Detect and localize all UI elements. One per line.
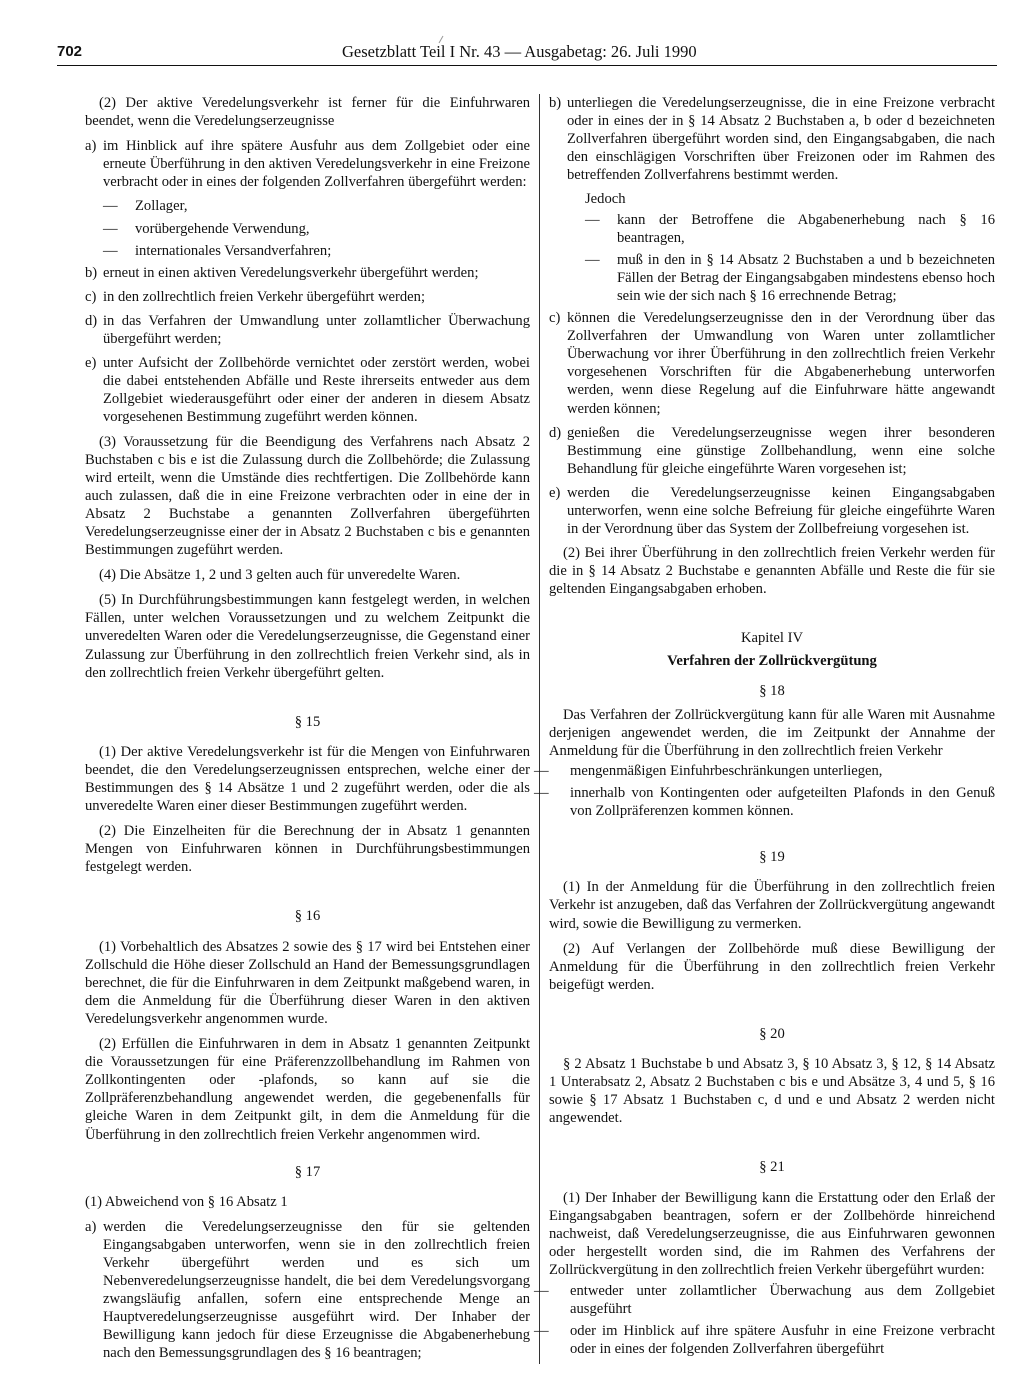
page-header: [57, 33, 997, 63]
item-text: im Hinblick auf ihre spätere Ausfuhr aus dem Zollgebiet oder eine erneute Überführung in den aktiven Veredelungsverkehr in eine Freizone verbracht oder in eines der folgenden Zollverfahren übergeführt werden:: [103, 138, 530, 191]
spacer: [549, 1177, 995, 1189]
dash-item: [534, 762, 995, 780]
list-item-a: [85, 137, 530, 191]
chapter-number: Kapitel IV: [740, 630, 803, 647]
spacer: [85, 926, 530, 938]
dash-text: innerhalb von Kontingenten oder aufgeteilten Plafonds in den Genuß von Zollpräferenzen kommen können.: [570, 785, 995, 820]
item-text: genießen die Veredelungserzeugnisse wegen ihrer besonderen Bestimmung eine günstige Zollbehandlung, wenn eine solche Behandlung für gleiche eingeführte Waren vorgesehen ist;: [567, 424, 995, 477]
list-item-a: [85, 1218, 530, 1363]
section-heading: § 16: [294, 908, 321, 925]
item-text: unter Aufsicht der Zollbehörde vernichtet oder zerstört werden, wobei die dabei entstehenden Abfälle und Reste ihrerseits entweder aus dem Zollgebiet wiederausgeführt oder einer der anderen in diesem Absatz vorgesehenen Bestimmung zugeführt werden können.: [103, 355, 530, 426]
dash-text: Zollager,: [135, 198, 188, 215]
paragraph: (1) In der Anmeldung für die Überführung in den zollrechtlich freien Verkehr ist anzugeben, daß das Verfahren der Zollrückvergütung angewandt wird, sowie die Bewilligung zu vermerken.: [549, 879, 995, 932]
item-label: e): [549, 484, 561, 501]
dash-marker: —: [534, 1282, 549, 1299]
spacer: [85, 1181, 530, 1193]
list-item-d: [549, 424, 995, 478]
dash-text: oder im Hinblick auf ihre spätere Ausfuhr in eine Freizone verbracht oder in eines der folgenden Zollverfahren übergeführt: [570, 1323, 995, 1358]
dash-text: entweder unter zollamtlicher Überwachung aus dem Zollgebiet ausgeführt: [570, 1282, 995, 1318]
item-text: unterliegen die Veredelungserzeugnisse, die in eine Freizone verbracht oder in eines der in § 14 Absatz 2 Buchstaben a, b oder d bezeichneten Zollverfahren übergeführt worden sind, den Eingangsabgaben, die nach den einschlägigen Vorschriften über Freizonen oder im Rahmen des betreffenden Zollverfahrens bestimmt werden.: [567, 95, 995, 184]
dash-marker: —: [534, 785, 549, 802]
item-text: werden die Veredelungserzeugnisse keinen Eingangsabgaben unterworfen, wenn eine solche Befreiung für gleiche eingeführte Waren in der Verordnung über das System der Zollbefreiung vorgesehen ist.: [567, 484, 995, 538]
column-divider: [539, 94, 540, 1364]
item-label: d): [85, 312, 98, 329]
item-label: c): [85, 288, 97, 305]
dash-text: vorübergehende Verwendung,: [135, 220, 310, 237]
dash-item: [534, 784, 995, 820]
paragraph: (3) Voraussetzung für die Beendigung des Verfahrens nach Absatz 2 Buchstaben c bis e ist die Zulassung durch die Zollbehörde; die Zulassung wird erteilt, wenn die Umstände dies rechtfertigen. Die Zollbehörde kann auch zulassen, daß die in eine Freizone verbrachten oder in eine der in Absatz 2 Buchstabe a genannten Zollverfahren übergeführten Veredelungserzeugnisse einer der in Absatz 2 Buchstaben c bis e genannten Bestimmungen zugeführt werden.: [85, 433, 530, 559]
paragraph: (1) Der Inhaber der Bewilligung kann die Erstattung oder den Erlaß der Eingangsabgaben beantragen, sofern er der Zollbehörde hinreichend nachweist, daß Veredelungserzeugnisse, die aus Einfuhrwaren gewonnen oder hergestellt worden sind, die im Rahmen des Verfahrens der Zollrückvergütung in den zollrechtlich freien Verkehr übergeführt wurden:: [549, 1189, 995, 1278]
spacer: [549, 1043, 995, 1055]
paragraph: (2) Der aktive Veredelungsverkehr ist ferner für die Einfuhrwaren beendet, wenn die Veredelungserzeugnisse: [85, 95, 530, 130]
item-text: in das Verfahren der Umwandlung unter zollamtlicher Überwachung übergeführt werden;: [103, 312, 530, 348]
left-column: [85, 94, 530, 1369]
page-number: 702: [57, 43, 83, 60]
spacer: [549, 866, 995, 878]
right-column: [534, 94, 995, 1362]
dash-text: muß in den in § 14 Absatz 2 Buchstaben a und b bezeichneten Fällen der Betrag der Eingangsabgaben mindestens ebenso hoch sein wie der sich nach § 16 errechnende Betrag;: [617, 251, 995, 304]
spacer: [85, 689, 530, 713]
dash-marker: —: [103, 220, 118, 237]
section-heading: § 18: [759, 682, 785, 699]
spacer: [549, 1001, 995, 1025]
spacer: [85, 1151, 530, 1163]
item-label: a): [85, 1218, 97, 1235]
list-item-c: [85, 288, 530, 306]
item-text: können die Veredelungserzeugnisse den in der Verordnung über das Zollverfahren der Umwandlung von Waren unter zollamtlicher Überwachung vor ihrer Überführung in den zollrechtlich freien Verkehr vorgesehenen Vorschriften für die Abgabenerhebung unterworfen werden, wenn diese Regelung auf die Einfuhrware hätte angewandt werden können;: [567, 310, 995, 417]
paragraph: (2) Erfüllen die Einfuhrwaren in dem in Absatz 1 genannten Zeitpunkt die Voraussetzungen für eine Präferenzzollbehandlung im Rahmen von Zollkontingenten oder -plafonds, so kann auf sie die Zollpräferenzbehandlung angewendet werden, die gegebenenfalls für gleiche Waren in dem Zeitpunkt gilt, in dem die Anmeldung für die Überführung in den zollrechtlich freien Verkehr angenommen wird.: [85, 1036, 530, 1143]
header-rule: [57, 65, 997, 66]
paragraph: (1) Der aktive Veredelungsverkehr ist für die Mengen von Einfuhrwaren beendet, die den Veredelungserzeugnissen entsprechen, welche einer der Bestimmungen des § 14 Absätze 1 und 2 zugeführt werden, oder die als unveredelte Waren einer dieser Bestimmungen zugeführt werden.: [85, 743, 530, 815]
dash-item: [585, 211, 995, 247]
paragraph: (2) Auf Verlangen der Zollbehörde muß diese Bewilligung der Anmeldung für die Überführung in den zollrechtlich freien Verkehr beigefügt werden.: [549, 940, 995, 993]
paragraph: Jedoch: [585, 191, 626, 208]
section-heading: § 19: [759, 849, 785, 866]
dash-item: [534, 1282, 995, 1318]
list-item-b: [549, 94, 995, 184]
dash-marker: —: [585, 251, 600, 268]
dash-item: [103, 220, 530, 238]
dash-marker: —: [103, 242, 118, 259]
list-item-c: [549, 309, 995, 418]
dash-text: internationales Versandverfahren;: [135, 242, 332, 259]
item-label: d): [549, 424, 562, 441]
dash-item: [585, 251, 995, 305]
item-label: c): [549, 310, 561, 327]
spacer: [549, 605, 995, 629]
section-heading: § 20: [759, 1025, 785, 1042]
section-heading: § 15: [294, 713, 321, 730]
section-heading: § 17: [294, 1163, 321, 1180]
paragraph: (2) Bei ihrer Überführung in den zollrechtlich freien Verkehr werden für die in § 14 Absatz 2 Buchstabe e genannten Abfälle und Reste die für sie geltenden Eingangsabgaben erhoben.: [549, 545, 995, 598]
paragraph: (4) Die Absätze 1, 2 und 3 gelten auch für unveredelte Waren.: [99, 567, 461, 584]
spacer: [549, 670, 995, 682]
spacer: [85, 731, 530, 743]
paragraph: § 2 Absatz 1 Buchstabe b und Absatz 3, § 10 Absatz 3, § 12, § 14 Absatz 1 Unterabsatz 2, Absatz 2 Buchstaben c bis e und Absätze 3, 4 und 5, § 16 sowie § 17 Absatz 1 Buchstaben c, d und e und Absatz 2 werden nicht angewendet.: [549, 1056, 995, 1127]
dash-item: [103, 242, 530, 260]
dash-item: [534, 1322, 995, 1358]
paragraph: (1) Vorbehaltlich des Absatzes 2 sowie des § 17 wird bei Entstehen einer Zollschuld die Höhe dieser Zollschuld an Hand der Bemessungsgrundlagen berechnet, die für die Einfuhrwaren in dem Zeitpunkt maßgebend waren, in dem die Anmeldung für die Überführung dieser Waren in den aktiven Veredelungsverkehr angenommen wurde.: [85, 938, 530, 1027]
list-item-d: [85, 312, 530, 348]
list-item-e: [549, 484, 995, 538]
paragraph: (2) Die Einzelheiten für die Berechnung der in Absatz 1 genannten Mengen von Einfuhrwaren können in Durchführungsbestimmungen festgelegt werden.: [85, 823, 530, 876]
item-text: erneut in einen aktiven Veredelungsverkehr übergeführt werden;: [103, 264, 479, 281]
list-item-e: [85, 354, 530, 426]
item-label: e): [85, 355, 97, 372]
spacer: [85, 883, 530, 907]
item-text: in den zollrechtlich freien Verkehr übergeführt werden;: [103, 288, 426, 305]
running-head: Gesetzblatt Teil I Nr. 43 — Ausgabetag: 26. Juli 1990: [342, 42, 697, 61]
dash-text: mengenmäßigen Einfuhrbeschränkungen unterliegen,: [570, 763, 883, 779]
dash-marker: —: [103, 198, 118, 215]
spacer: [549, 1134, 995, 1158]
dash-marker: —: [585, 211, 600, 228]
dash-item: [103, 197, 530, 215]
item-label: a): [85, 138, 97, 155]
paragraph: (1) Abweichend von § 16 Absatz 1: [85, 1193, 288, 1210]
chapter-title: Verfahren der Zollrückvergütung: [667, 652, 877, 669]
spacer: [549, 824, 995, 848]
section-heading: § 21: [759, 1159, 785, 1176]
paragraph: Das Verfahren der Zollrückvergütung kann für alle Waren mit Ausnahme derjenigen angewendet werden, die im Zeitpunkt der Annahme der Anmeldung für die Überführung in den zollrechtlich freien Verkehr: [549, 706, 995, 759]
item-label: b): [85, 264, 98, 281]
paragraph: (5) In Durchführungsbestimmungen kann festgelegt werden, in welchen Fällen, unter welchen Voraussetzungen und zu welchem Zeitpunkt die unveredelten Waren oder die Veredelungserzeugnisse, die Gegenstand einer Zulassung zur Überführung in den zollrechtlich freien Verkehr sind, als in den zollrechtlich freien Verkehr übergeführt gelten.: [85, 592, 530, 681]
item-text: werden die Veredelungserzeugnisse den für sie geltenden Eingangsabgaben unterworfen, wenn sie in den zollrechtlich freien Verkehr übergeführt werden und es sich um Nebenveredelungserzeugnisse handelt, die bei dem Veredelungsvorgang zwangsläufig anfallen, sofern eine entsprechende Menge an Hauptveredelungserzeugnisse ausgeführt wird. Der Inhaber der Bewilligung kann jedoch für diese Erzeugnisse die Abgabenerhebung nach den Bemessungsgrundlagen des § 16 beantragen;: [103, 1218, 530, 1362]
dash-text: kann der Betroffene die Abgabenerhebung nach § 16 beantragen,: [617, 211, 995, 246]
item-label: b): [549, 95, 562, 111]
list-item-b: [85, 264, 530, 282]
dash-marker: —: [534, 763, 549, 779]
dash-marker: —: [534, 1323, 549, 1340]
